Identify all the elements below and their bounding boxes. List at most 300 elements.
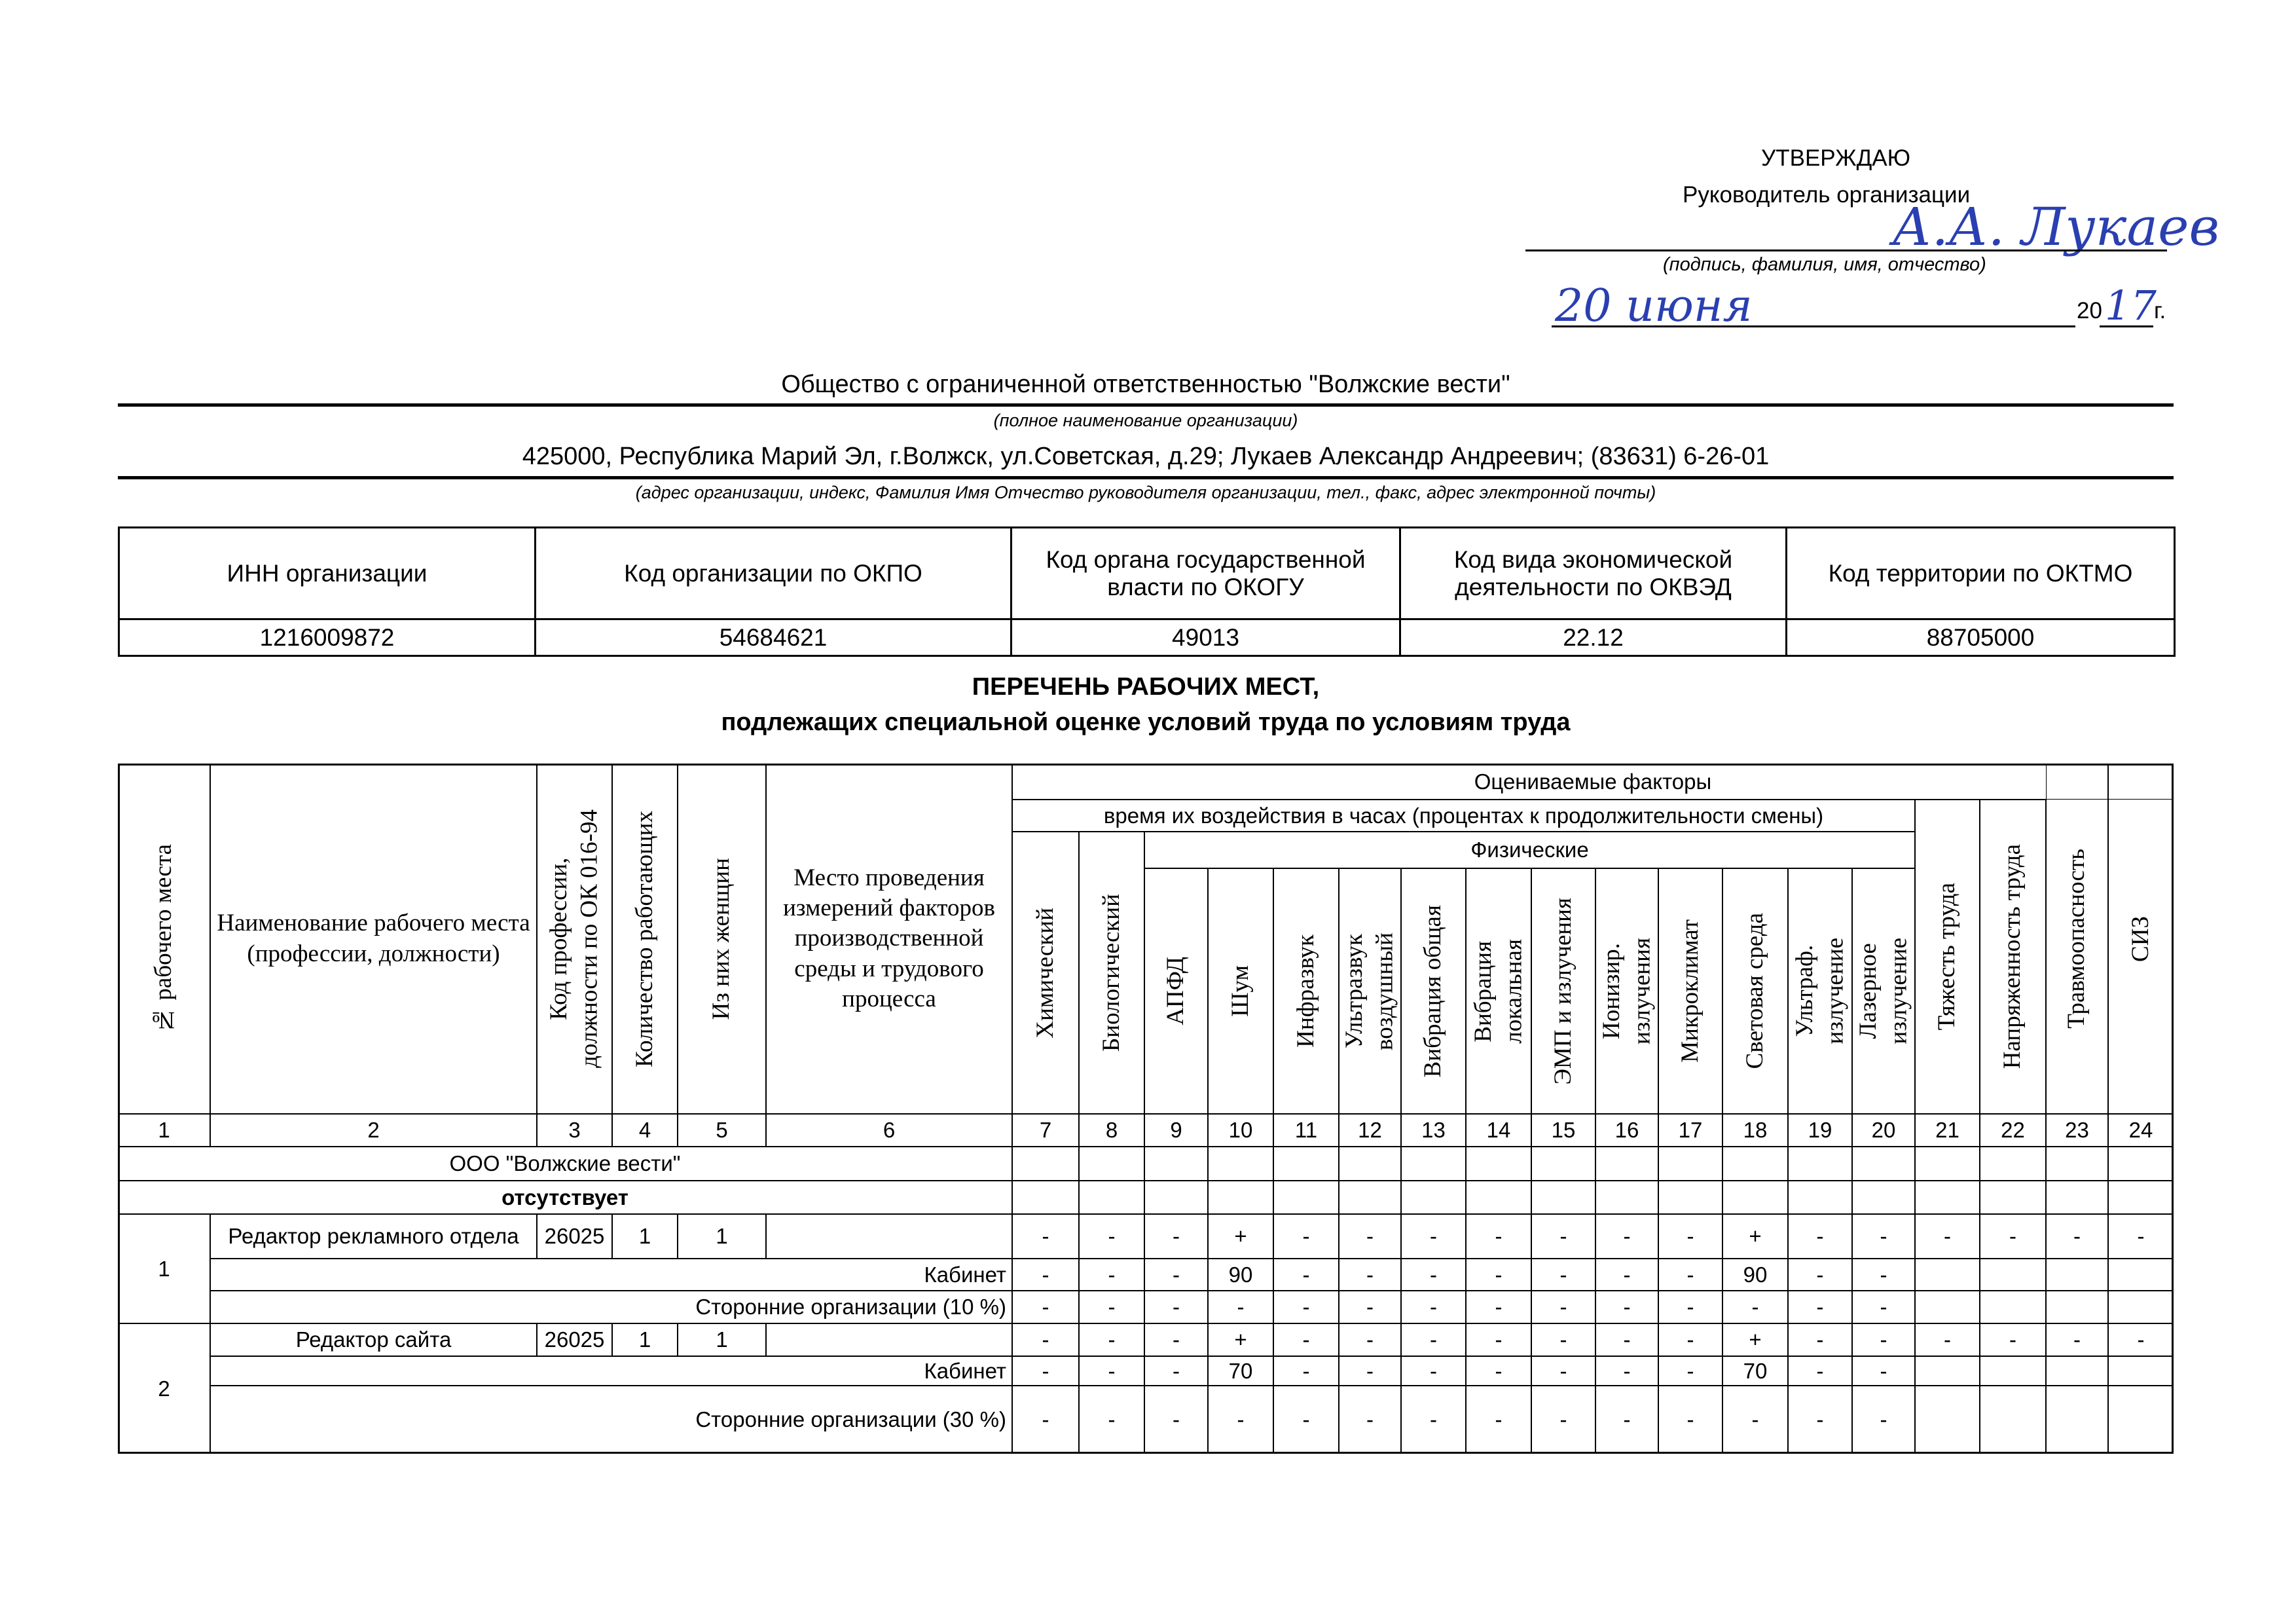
header-women-count-text: Из них женщин — [708, 857, 735, 1020]
workplace-2-subrow-value-text: - — [1816, 1358, 1824, 1383]
header-measurement-place-text: Место проведения измерений факторов производственной среды и трудового процесса — [783, 864, 995, 1012]
workplace-1-subrow-label — [210, 1291, 1012, 1323]
codes-header-okpo: Код организации по ОКПО — [536, 528, 1011, 619]
workplace-2-subrow-value — [1079, 1386, 1144, 1454]
header-women-count — [678, 764, 766, 1114]
workplace-2-profession-code-text: 26025 — [544, 1327, 605, 1352]
header-factor-3 — [1144, 868, 1208, 1114]
column-number-14 — [1466, 1114, 1531, 1147]
workplace-1-subrow-label-text: Сторонние организации (10 %) — [695, 1295, 1006, 1320]
column-number-22 — [1980, 1114, 2046, 1147]
column-number-17-text: 17 — [1678, 1118, 1703, 1143]
header-factor-13 — [1788, 868, 1852, 1114]
header-factor-4-text: Шум — [1226, 965, 1254, 1017]
unit-row-cell — [1658, 1147, 1722, 1181]
column-number-15 — [1531, 1114, 1595, 1147]
workplace-2-subrow-value — [1401, 1386, 1466, 1454]
column-number-18-text: 18 — [1743, 1118, 1768, 1143]
header-factor-9 — [1531, 868, 1595, 1114]
column-number-20-text: 20 — [1871, 1118, 1896, 1143]
header-factor-15 — [1915, 800, 1980, 1114]
workplace-2-factor-flag — [1852, 1323, 1915, 1356]
workplace-1-factor-flag — [1595, 1214, 1658, 1259]
workplace-1-number-text: 1 — [158, 1256, 170, 1281]
unit-row-cell — [1079, 1147, 1144, 1181]
workplace-1-factor-flag-text: - — [1944, 1224, 1951, 1249]
workplace-2-factor-flag — [1079, 1323, 1144, 1356]
workplace-2-subrow-value-text: - — [1686, 1358, 1694, 1383]
workplace-1-subrow-value — [1788, 1259, 1852, 1291]
workplace-1-subrow-value-text: - — [1302, 1262, 1310, 1287]
workplace-2-factor-flag-text: - — [1880, 1327, 1887, 1352]
workplace-1-subrow-value-text: - — [1173, 1262, 1180, 1287]
workplace-1-factor-flag — [2108, 1214, 2174, 1259]
workplace-1-factor-flag — [1531, 1214, 1595, 1259]
header-factor-5 — [1273, 868, 1339, 1114]
workplace-1-factor-flag — [1339, 1214, 1401, 1259]
workplace-2-subrow-value — [1531, 1356, 1595, 1386]
column-number-19-text: 19 — [1808, 1118, 1832, 1143]
workplace-2-subrow-value — [1273, 1356, 1339, 1386]
workplace-2-factor-flag-text: - — [1623, 1327, 1631, 1352]
workplace-2-subrow-value-text: - — [1751, 1407, 1759, 1432]
workplace-2-subrow-label-text: Кабинет — [924, 1358, 1006, 1383]
column-number-2-text: 2 — [367, 1118, 380, 1143]
workplace-1-factor-flag-text: - — [2009, 1224, 2016, 1249]
subunit-row-cell — [1144, 1181, 1208, 1214]
workplace-2-subrow-value — [1980, 1386, 2046, 1454]
workplace-2-subrow-value-text: 70 — [1743, 1358, 1768, 1383]
workplace-1-factor-flag-text: - — [1302, 1224, 1310, 1249]
workplace-2-factor-flag-text: + — [1234, 1327, 1247, 1352]
workplace-2-subrow-value — [1722, 1356, 1788, 1386]
list-subtitle: подлежащих специальной оценке условий труда по условиям труда — [721, 709, 1571, 736]
codes-header-oktmo: Код территории по ОКТМО — [1787, 528, 2175, 619]
workplace-1-profession-code — [537, 1214, 612, 1259]
workplace-1-factor-flag-text: - — [1042, 1224, 1049, 1249]
handwritten-year: 17 — [2105, 282, 2157, 329]
workplace-1-name-text: Редактор рекламного отдела — [228, 1224, 519, 1249]
subunit-row-cell — [1208, 1181, 1273, 1214]
workplace-1-subrow-value-text: - — [1559, 1295, 1567, 1320]
column-number-24-text: 24 — [2128, 1118, 2153, 1143]
header-factor-9-text: ЭМП и излучения — [1549, 897, 1576, 1085]
workplace-1-subrow-value — [1722, 1259, 1788, 1291]
codes-header-inn: ИНН организации — [119, 528, 536, 619]
column-number-11 — [1273, 1114, 1339, 1147]
date-line — [1552, 325, 2075, 327]
workplace-1-subrow-value — [1595, 1259, 1658, 1291]
header-workplace-name-text: Наименование рабочего места (профессии, должности) — [217, 910, 530, 967]
column-number-10 — [1208, 1114, 1273, 1147]
unit-row-cell — [1980, 1147, 2046, 1181]
codes-header-okved: Код вида экономической деятельности по ОКВЭД — [1400, 528, 1787, 619]
handwritten-signature: А.А. Лукаев — [1892, 196, 2219, 257]
workplace-2-factor-flag — [1788, 1323, 1852, 1356]
workplace-2-subrow-value — [1466, 1386, 1531, 1454]
column-number-22-text: 22 — [2001, 1118, 2025, 1143]
workplace-1-factor-flag — [1788, 1214, 1852, 1259]
workplace-1-subrow-value — [1788, 1291, 1852, 1323]
workplace-1-subrow-value-text: - — [1495, 1295, 1503, 1320]
header-evaluated-factors-text: Оцениваемые факторы — [1474, 769, 1712, 794]
column-number-9 — [1144, 1114, 1208, 1147]
workplace-1-subrow-value-text: - — [1880, 1262, 1887, 1287]
header-factor-10 — [1595, 868, 1658, 1114]
workplace-1-subrow-value — [1401, 1291, 1466, 1323]
header-factor-6 — [1339, 868, 1401, 1114]
workplace-2-subrow-value-text: - — [1686, 1407, 1694, 1432]
workplace-2-subrow-value — [1339, 1356, 1401, 1386]
unit-row-cell — [1788, 1147, 1852, 1181]
unit-row-cell — [1722, 1147, 1788, 1181]
workplace-1-subrow-value — [1208, 1291, 1273, 1323]
header-factor-16-text: Напряженность труда — [1999, 844, 2026, 1069]
workplace-1-factor-flag-text: - — [1108, 1224, 1116, 1249]
subunit-row-cell — [1852, 1181, 1915, 1214]
organization-codes-table — [118, 526, 2176, 657]
header-factor-16 — [1980, 800, 2046, 1114]
workplace-2-factor-flag — [1466, 1323, 1531, 1356]
workplace-2-factor-flag-text: - — [1302, 1327, 1310, 1352]
workplace-1-subrow-value-text: - — [1686, 1295, 1694, 1320]
workplace-1-subrow-value — [1273, 1291, 1339, 1323]
workplace-1-factor-flag-text: - — [1623, 1224, 1631, 1249]
workplace-2-subrow-value — [1401, 1356, 1466, 1386]
workplace-1-factor-flag — [1852, 1214, 1915, 1259]
column-number-23 — [2046, 1114, 2108, 1147]
organization-address-rule — [118, 476, 2174, 479]
year-prefix: 20 — [2077, 298, 2102, 323]
workplace-1-factor-flag — [1658, 1214, 1722, 1259]
column-number-12-text: 12 — [1358, 1118, 1382, 1143]
column-number-3-text: 3 — [568, 1118, 581, 1143]
header-factor-2 — [1079, 832, 1144, 1114]
workplace-1-subrow-value-text: - — [1559, 1262, 1567, 1287]
column-number-5 — [678, 1114, 766, 1147]
codes-value-okved: 22.12 — [1400, 619, 1787, 656]
header-factor-11-text: Микроклимат — [1676, 919, 1704, 1063]
subunit-row-cell — [1531, 1181, 1595, 1214]
subunit-row — [118, 1181, 1012, 1214]
header-factor-1-text: Химический — [1031, 907, 1059, 1039]
unit-row-cell — [2046, 1147, 2108, 1181]
workplace-2-factor-flag-text: - — [1495, 1327, 1503, 1352]
workplace-2-subrow-value — [1788, 1386, 1852, 1454]
organization-unit-row — [118, 1147, 1012, 1181]
column-number-21 — [1915, 1114, 1980, 1147]
column-number-20 — [1852, 1114, 1915, 1147]
subunit-row-cell — [1788, 1181, 1852, 1214]
column-number-5-text: 5 — [716, 1118, 728, 1143]
column-number-6-text: 6 — [883, 1118, 896, 1143]
codes-header-okogu: Код органа государственной власти по ОКОГУ — [1011, 528, 1400, 619]
workplace-2-subrow-value-text: - — [1623, 1407, 1631, 1432]
workplace-2-subrow-value — [1915, 1386, 1980, 1454]
column-number-9-text: 9 — [1170, 1118, 1182, 1143]
workplace-1-subrow-value — [1339, 1291, 1401, 1323]
subunit-row-cell — [1079, 1181, 1144, 1214]
header-workplace-number-text: № рабочего места — [150, 844, 177, 1033]
column-number-14-text: 14 — [1486, 1118, 1511, 1143]
workplace-2-factor-flag-text: - — [1108, 1327, 1116, 1352]
workplace-1-factor-flag — [1466, 1214, 1531, 1259]
workplace-1-subrow-value — [1531, 1291, 1595, 1323]
unit-row-cell — [2108, 1147, 2174, 1181]
workplace-2-subrow-value-text: - — [1042, 1358, 1049, 1383]
workplace-1-subrow-value — [1595, 1291, 1658, 1323]
workplace-2-factor-flag — [2046, 1323, 2108, 1356]
workplace-1-subrow-label — [210, 1259, 1012, 1291]
header-workplace-number — [118, 764, 210, 1114]
workplace-2-factor-flag-text: - — [1559, 1327, 1567, 1352]
header-measurement-place — [766, 764, 1012, 1114]
unit-row-cell — [1852, 1147, 1915, 1181]
header-factor-14-text: Лазерное излучение — [1854, 938, 1912, 1044]
subunit-row-cell — [1722, 1181, 1788, 1214]
subunit-row-text: отсутствует — [501, 1185, 629, 1209]
header-profession-code-text: Код профессии, должности по ОК 016-94 — [545, 809, 603, 1068]
workplace-2-factor-flag-text: - — [1430, 1327, 1437, 1352]
workplace-2-subrow-value — [2046, 1386, 2108, 1454]
header-factor-4 — [1208, 868, 1273, 1114]
header-exposure-time — [1012, 800, 1915, 832]
workplace-2-subrow-value — [2046, 1356, 2108, 1386]
workplace-2-factor-flag-text: + — [1749, 1327, 1762, 1352]
workplace-2-factor-flag — [1339, 1323, 1401, 1356]
workplace-2-subrow-value — [1788, 1356, 1852, 1386]
header-factor-7 — [1401, 868, 1466, 1114]
workplace-1-subrow-value-text: - — [1302, 1295, 1310, 1320]
workplace-1-factor-flag — [1722, 1214, 1788, 1259]
organization-address: 425000, Республика Марий Эл, г.Волжск, ул.Советская, д.29; Лукаев Александр Андреевич; (83631) 6-26-01 — [522, 443, 1770, 470]
workplace-2-subrow-value — [1658, 1386, 1722, 1454]
workplace-1-subrow-value-text: - — [1237, 1295, 1245, 1320]
workplace-2-factor-flag-text: - — [1366, 1327, 1374, 1352]
workplace-1-subrow-value — [1079, 1291, 1144, 1323]
header-factor-15-text: Тяжесть труда — [1933, 883, 1961, 1031]
column-number-2 — [210, 1114, 537, 1147]
workplace-1-factor-flag-text: - — [2073, 1224, 2081, 1249]
header-factor-8 — [1466, 868, 1531, 1114]
workplace-2-factor-flag-text: - — [1042, 1327, 1049, 1352]
codes-value-okpo: 54684621 — [536, 619, 1011, 656]
workplace-2-subrow-value — [1658, 1356, 1722, 1386]
workplace-1-subrow-value — [1466, 1259, 1531, 1291]
header-factor-1 — [1012, 832, 1079, 1114]
organization-name-hint: (полное наименование организации) — [993, 411, 1298, 430]
signature-line — [1525, 249, 2167, 251]
workplace-1-women-count — [678, 1214, 766, 1259]
workplace-2-subrow-value — [1144, 1356, 1208, 1386]
header-factor-18 — [2108, 764, 2174, 1114]
workplace-2-subrow-value — [1852, 1386, 1915, 1454]
header-workplace-name — [210, 764, 537, 1114]
header-factor-17-text: Травмоопасность — [2063, 849, 2090, 1029]
workplace-1-subrow-value — [1012, 1291, 1079, 1323]
organization-name-rule — [118, 403, 2174, 407]
workplace-2-factor-flag-text: - — [2073, 1327, 2081, 1352]
unit-row-cell — [1401, 1147, 1466, 1181]
workplace-2-subrow-value — [1980, 1356, 2046, 1386]
subunit-row-cell — [1658, 1181, 1722, 1214]
unit-row-cell — [1595, 1147, 1658, 1181]
workplace-2-subrow-value — [1595, 1386, 1658, 1454]
workplace-2-women-count — [678, 1323, 766, 1356]
workplace-2-factor-flag — [1273, 1323, 1339, 1356]
workplace-2-subrow-value-text: - — [1173, 1358, 1180, 1383]
unit-row-cell — [1144, 1147, 1208, 1181]
workplace-1-subrow-value-text: - — [1686, 1262, 1694, 1287]
signature-caption: (подпись, фамилия, имя, отчество) — [1663, 254, 1986, 275]
workplace-2-number — [118, 1323, 210, 1454]
header-factor-18-text: СИЗ — [2126, 915, 2154, 962]
workplace-1-subrow-value — [1658, 1259, 1722, 1291]
workplace-1-subrow-value-text: - — [1042, 1295, 1049, 1320]
unit-row-cell — [1208, 1147, 1273, 1181]
workplace-2-subrow-value-text: 70 — [1228, 1358, 1253, 1383]
workplace-1-subrow-value — [2046, 1259, 2108, 1291]
column-number-4 — [612, 1114, 678, 1147]
subunit-row-cell — [2108, 1181, 2174, 1214]
workplace-1-factor-flag-text: - — [1430, 1224, 1437, 1249]
workplace-1-factor-flag-text: - — [1816, 1224, 1824, 1249]
workplace-2-factor-flag — [2108, 1323, 2174, 1356]
column-number-18 — [1722, 1114, 1788, 1147]
workplace-2-factor-flag — [1012, 1323, 1079, 1356]
workplace-2-subrow-value-text: - — [1366, 1407, 1374, 1432]
workplace-1-subrow-value — [2108, 1291, 2174, 1323]
workplace-1-factor-flag-text: - — [1686, 1224, 1694, 1249]
workplace-1-subrow-value — [1658, 1291, 1722, 1323]
workplace-1-subrow-value-text: - — [1430, 1295, 1437, 1320]
column-number-16-text: 16 — [1614, 1118, 1639, 1143]
workplace-2-subrow-value-text: - — [1495, 1407, 1503, 1432]
workplace-1-name — [210, 1214, 537, 1259]
unit-row-cell — [1012, 1147, 1079, 1181]
workplace-1-subrow-value-text: - — [1816, 1262, 1824, 1287]
header-evaluated-factors — [1012, 764, 2174, 800]
workplace-1-subrow-value-text: - — [1366, 1295, 1374, 1320]
workplace-1-subrow-value — [1339, 1259, 1401, 1291]
workplace-1-subrow-value — [1079, 1259, 1144, 1291]
workplace-2-subrow-label — [210, 1386, 1012, 1454]
column-number-8-text: 8 — [1105, 1118, 1118, 1143]
year-suffix: г. — [2154, 298, 2166, 323]
workplace-1-employee-count-text: 1 — [638, 1224, 651, 1249]
header-factor-10-text: Ионизир. излучения — [1597, 937, 1655, 1045]
workplace-1-subrow-value — [2108, 1259, 2174, 1291]
workplace-2-subrow-value — [2108, 1386, 2174, 1454]
workplace-1-factor-flag-text: + — [1749, 1224, 1762, 1249]
workplace-1-subrow-value-text: - — [1430, 1262, 1437, 1287]
workplace-1-subrow-value — [1915, 1259, 1980, 1291]
header-factor-8-text: Вибрация локальная — [1469, 938, 1527, 1044]
handwritten-date: 20 июня — [1555, 280, 1753, 332]
workplace-1-subrow-value-text: - — [1495, 1262, 1503, 1287]
workplace-1-factor-flag — [1079, 1214, 1144, 1259]
subunit-row-cell — [1012, 1181, 1079, 1214]
header-employee-count-text: Количество работающих — [630, 810, 658, 1067]
workplace-1-factor-flag — [1980, 1214, 2046, 1259]
workplace-2-subrow-value — [1915, 1356, 1980, 1386]
workplace-2-name — [210, 1323, 537, 1356]
column-number-8 — [1079, 1114, 1144, 1147]
workplace-2-subrow-value-text: - — [1302, 1358, 1310, 1383]
workplace-1-subrow-value — [1144, 1259, 1208, 1291]
column-number-13 — [1401, 1114, 1466, 1147]
workplace-1-factor-flag-text: - — [1495, 1224, 1503, 1249]
workplace-2-subrow-value-text: - — [1495, 1358, 1503, 1383]
subunit-row-cell — [1915, 1181, 1980, 1214]
workplace-2-factor-flag-text: - — [1816, 1327, 1824, 1352]
workplace-2-subrow-value-text: - — [1559, 1407, 1567, 1432]
column-number-1-text: 1 — [158, 1118, 170, 1143]
workplace-2-subrow-value — [1852, 1356, 1915, 1386]
workplace-1-subrow-value-text: - — [1623, 1262, 1631, 1287]
workplace-1-subrow-value-text: - — [1623, 1295, 1631, 1320]
organization-address-hint: (адрес организации, индекс, Фамилия Имя Отчество руководителя организации, тел., факс, адрес электронной почты) — [635, 483, 1656, 502]
workplace-2-factor-flag-text: - — [2009, 1327, 2016, 1352]
workplace-2-factor-flag-text: - — [2137, 1327, 2145, 1352]
subunit-row-cell — [1401, 1181, 1466, 1214]
subunit-row-cell — [1980, 1181, 2046, 1214]
header-factor-13-text: Ультраф. излучение — [1791, 938, 1848, 1044]
workplace-2-subrow-label-text: Сторонние организации (30 %) — [695, 1407, 1006, 1432]
header-factor-5-text: Инфразвук — [1292, 934, 1319, 1048]
workplace-2-subrow-value — [1012, 1386, 1079, 1454]
column-number-21-text: 21 — [1935, 1118, 1959, 1143]
workplace-2-factor-flag — [1658, 1323, 1722, 1356]
workplace-2-subrow-value-text: - — [1430, 1358, 1437, 1383]
workplace-2-subrow-value-text: - — [1302, 1407, 1310, 1432]
year-line — [2100, 325, 2153, 327]
approval-position: Руководитель организации — [1683, 182, 1971, 208]
workplace-2-women-count-text: 1 — [716, 1327, 728, 1352]
subunit-row-cell — [1595, 1181, 1658, 1214]
workplace-2-subrow-value — [2108, 1356, 2174, 1386]
column-number-17 — [1658, 1114, 1722, 1147]
workplace-1-subrow-value — [1852, 1291, 1915, 1323]
workplace-1-factor-flag-text: - — [1173, 1224, 1180, 1249]
column-number-7 — [1012, 1114, 1079, 1147]
workplace-2-subrow-value — [1531, 1386, 1595, 1454]
column-number-13-text: 13 — [1421, 1118, 1446, 1143]
workplace-1-subrow-value — [1722, 1291, 1788, 1323]
workplace-1-profession-code-text: 26025 — [544, 1224, 605, 1249]
header-factor-3-text: АПФД — [1162, 957, 1190, 1025]
column-number-16 — [1595, 1114, 1658, 1147]
workplace-2-subrow-value — [1079, 1356, 1144, 1386]
column-number-24 — [2108, 1114, 2174, 1147]
column-number-23-text: 23 — [2065, 1118, 2089, 1143]
workplace-1-subrow-value — [1980, 1259, 2046, 1291]
workplace-2-factor-flag-text: - — [1944, 1327, 1951, 1352]
subunit-row-cell — [1466, 1181, 1531, 1214]
workplace-2-subrow-value — [1339, 1386, 1401, 1454]
workplace-2-name-text: Редактор сайта — [295, 1327, 452, 1352]
workplace-2-subrow-value — [1722, 1386, 1788, 1454]
workplace-1-subrow-value-text: - — [1108, 1262, 1116, 1287]
workplace-2-subrow-value — [1466, 1356, 1531, 1386]
unit-row-cell — [1466, 1147, 1531, 1181]
unit-row-cell — [1339, 1147, 1401, 1181]
header-profession-code — [537, 764, 612, 1114]
workplace-1-subrow-value-text: - — [1751, 1295, 1759, 1320]
workplace-1-measurement-place — [766, 1214, 1012, 1259]
unit-row-cell — [1915, 1147, 1980, 1181]
organization-name: Общество с ограниченной ответственностью "Волжские вести" — [781, 371, 1510, 398]
